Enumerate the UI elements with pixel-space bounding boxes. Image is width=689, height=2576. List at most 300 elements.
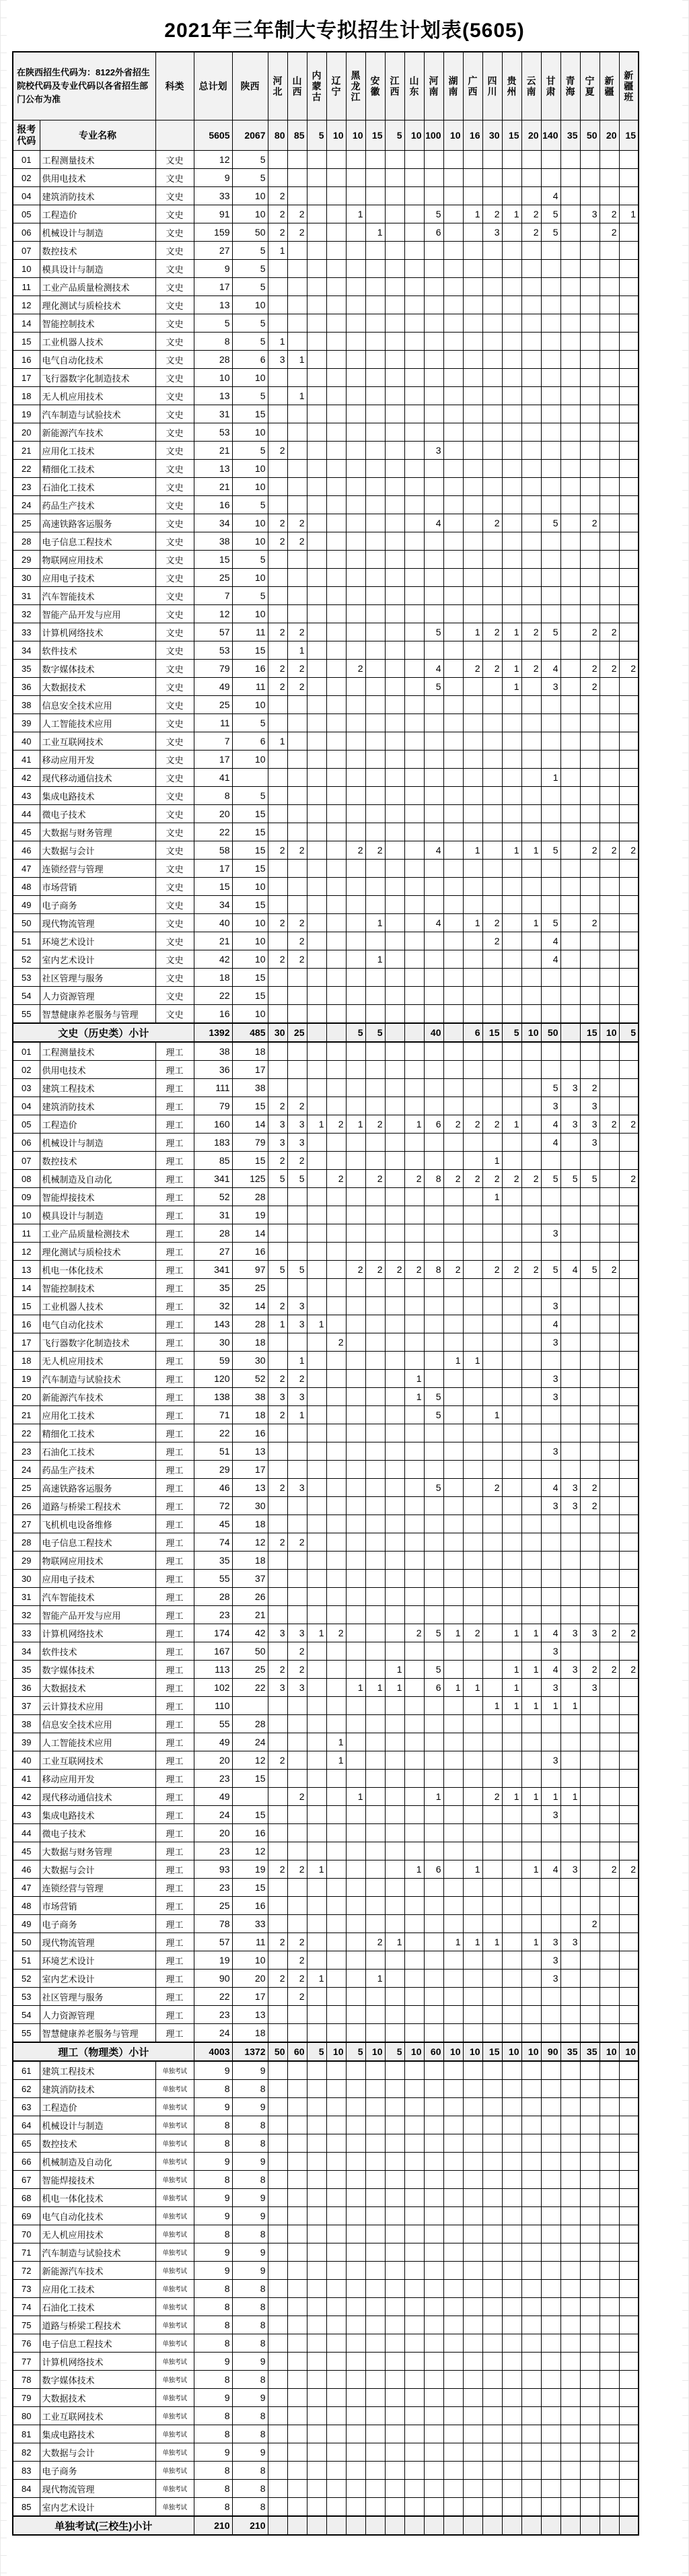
province-plan xyxy=(365,2498,385,2517)
shaanxi-plan: 19 xyxy=(232,1860,268,1879)
province-plan xyxy=(560,442,580,460)
shaanxi-plan: 10 xyxy=(232,423,268,442)
province-plan xyxy=(404,496,424,514)
province-plan xyxy=(600,551,619,569)
province-plan xyxy=(443,932,463,950)
province-plan xyxy=(326,496,346,514)
province-plan xyxy=(404,2298,424,2316)
province-plan: 2 xyxy=(619,1624,639,1642)
shaanxi-plan: 5 xyxy=(232,242,268,260)
province-plan xyxy=(521,2407,541,2425)
table-row xyxy=(13,1533,639,1552)
province-plan xyxy=(287,2407,307,2425)
shaanxi-plan: 9 xyxy=(232,2189,268,2207)
province-plan xyxy=(268,1352,287,1370)
category: 文史 xyxy=(155,932,194,950)
major-name: 精细化工技术 xyxy=(40,460,155,478)
shaanxi-plan: 5 xyxy=(232,387,268,405)
province-plan xyxy=(580,405,600,423)
province-plan xyxy=(600,1733,619,1751)
province-plan xyxy=(502,2389,521,2407)
province-plan xyxy=(443,2425,463,2443)
province-plan xyxy=(424,387,443,405)
province-plan xyxy=(346,1661,365,1679)
province-plan xyxy=(541,896,560,914)
province-plan xyxy=(443,2280,463,2298)
province-plan xyxy=(443,387,463,405)
province-plan xyxy=(385,605,404,623)
province-plan xyxy=(560,1315,580,1333)
shaanxi-plan: 10 xyxy=(232,187,268,205)
province-plan: 2 xyxy=(268,1751,287,1770)
province-plan xyxy=(385,751,404,769)
province-plan xyxy=(287,1715,307,1733)
province-plan xyxy=(619,260,639,278)
province-plan xyxy=(326,2462,346,2480)
province-plan xyxy=(560,587,580,605)
province-plan xyxy=(482,769,502,787)
province-plan xyxy=(482,478,502,496)
col-header-province xyxy=(404,52,424,120)
province-plan xyxy=(580,478,600,496)
province-plan xyxy=(580,496,600,514)
province-plan xyxy=(326,1079,346,1097)
total-plan: 8 xyxy=(194,2371,232,2389)
province-plan xyxy=(404,1879,424,1897)
category: 理工 xyxy=(155,1461,194,1479)
subtotal-province: 35 xyxy=(580,2042,600,2061)
province-plan: 2 xyxy=(404,1170,424,1188)
province-plan xyxy=(365,1406,385,1424)
province-plan xyxy=(287,2243,307,2262)
row-code: 13 xyxy=(13,1261,40,1279)
province-plan xyxy=(600,1079,619,1097)
category: 理工 xyxy=(155,1842,194,1860)
province-plan xyxy=(619,1206,639,1224)
province-plan xyxy=(502,1570,521,1588)
province-plan xyxy=(541,2098,560,2116)
province-plan xyxy=(326,1442,346,1461)
province-plan xyxy=(385,1770,404,1788)
province-plan xyxy=(287,2207,307,2225)
province-plan: 5 xyxy=(541,623,560,641)
province-plan xyxy=(521,932,541,950)
row-code: 05 xyxy=(13,205,40,223)
province-plan xyxy=(502,1988,521,2006)
province-plan xyxy=(560,187,580,205)
subtotal-province: 15 xyxy=(482,1023,502,1042)
province-plan xyxy=(521,1715,541,1733)
province-plan xyxy=(600,2353,619,2371)
province-plan xyxy=(307,514,326,532)
row-code: 40 xyxy=(13,732,40,751)
province-plan xyxy=(326,1515,346,1533)
province-plan xyxy=(346,1243,365,1261)
province-plan: 4 xyxy=(541,950,560,969)
province-plan xyxy=(385,805,404,823)
province-plan xyxy=(346,2389,365,2407)
province-plan xyxy=(521,1461,541,1479)
shaanxi-plan: 25 xyxy=(232,1279,268,1297)
province-plan: 1 xyxy=(287,1406,307,1424)
province-plan xyxy=(346,1388,365,1406)
province-plan xyxy=(482,641,502,660)
shaanxi-plan: 13 xyxy=(232,1479,268,1497)
row-code: 21 xyxy=(13,442,40,460)
province-plan xyxy=(521,805,541,823)
province-plan xyxy=(463,2371,482,2389)
province-plan xyxy=(463,2243,482,2262)
province-plan xyxy=(385,1697,404,1715)
shaanxi-plan: 10 xyxy=(232,914,268,932)
province-plan xyxy=(580,2061,600,2080)
province-plan xyxy=(580,2024,600,2043)
category: 文史 xyxy=(155,278,194,296)
province-plan xyxy=(502,405,521,423)
header-row-note xyxy=(13,52,639,120)
province-plan xyxy=(541,2225,560,2243)
province-plan xyxy=(346,769,365,787)
province-plan xyxy=(443,2080,463,2098)
major-name: 石油化工技术 xyxy=(40,2298,155,2316)
province-plan xyxy=(268,569,287,587)
province-plan xyxy=(619,860,639,878)
major-name: 应用化工技术 xyxy=(40,1406,155,1424)
province-plan xyxy=(482,405,502,423)
province-plan xyxy=(580,1243,600,1261)
province-plan xyxy=(385,769,404,787)
province-plan xyxy=(560,514,580,532)
category: 理工 xyxy=(155,1697,194,1715)
province-plan: 3 xyxy=(287,1315,307,1333)
province-plan xyxy=(404,732,424,751)
province-plan xyxy=(521,1970,541,1988)
category: 理工 xyxy=(155,1897,194,1915)
row-code: 81 xyxy=(13,2425,40,2443)
province-plan xyxy=(463,2061,482,2080)
category: 文史 xyxy=(155,387,194,405)
total-plan: 33 xyxy=(194,187,232,205)
province-plan xyxy=(600,696,619,714)
province-plan xyxy=(541,260,560,278)
row-code: 20 xyxy=(13,423,40,442)
province-plan xyxy=(580,2116,600,2134)
shaanxi-plan: 9 xyxy=(232,2389,268,2407)
province-name: 黑龙江 xyxy=(351,69,361,103)
province-plan xyxy=(307,1297,326,1315)
province-plan xyxy=(346,878,365,896)
col-header-province xyxy=(307,52,326,120)
subtotal-province: 6 xyxy=(463,1023,482,1042)
province-plan xyxy=(600,1442,619,1461)
category: 理工 xyxy=(155,1206,194,1224)
category: 理工 xyxy=(155,1061,194,1079)
province-plan: 2 xyxy=(600,1624,619,1642)
province-plan xyxy=(580,2098,600,2116)
province-plan xyxy=(326,823,346,841)
province-plan xyxy=(521,1224,541,1243)
province-plan xyxy=(385,387,404,405)
category: 单独考试 xyxy=(155,2371,194,2389)
row-code: 23 xyxy=(13,1442,40,1461)
province-plan xyxy=(541,151,560,169)
province-plan xyxy=(443,169,463,187)
province-plan xyxy=(619,1552,639,1570)
province-plan xyxy=(463,1152,482,1170)
province-plan xyxy=(307,1879,326,1897)
province-plan xyxy=(287,369,307,387)
province-plan xyxy=(521,1897,541,1915)
province-plan xyxy=(443,151,463,169)
total-plan: 57 xyxy=(194,623,232,641)
province-plan xyxy=(424,1442,443,1461)
province-plan xyxy=(326,1479,346,1497)
province-plan xyxy=(443,333,463,351)
province-plan xyxy=(365,1279,385,1297)
province-plan: 8 xyxy=(424,1170,443,1188)
province-plan xyxy=(346,914,365,932)
province-plan xyxy=(287,2353,307,2371)
province-plan xyxy=(482,1442,502,1461)
province-plan xyxy=(560,1552,580,1570)
province-plan xyxy=(580,169,600,187)
province-plan xyxy=(424,1897,443,1915)
province-plan xyxy=(600,2371,619,2389)
province-plan xyxy=(385,696,404,714)
province-plan xyxy=(560,1134,580,1152)
province-plan xyxy=(268,1552,287,1570)
province-plan xyxy=(600,333,619,351)
row-code: 49 xyxy=(13,1915,40,1933)
shaanxi-plan: 9 xyxy=(232,2098,268,2116)
province-plan xyxy=(404,333,424,351)
province-plan xyxy=(443,1079,463,1097)
province-plan: 2 xyxy=(287,678,307,696)
province-plan xyxy=(326,514,346,532)
province-plan xyxy=(619,805,639,823)
province-plan: 1 xyxy=(346,1788,365,1806)
province-plan xyxy=(424,1097,443,1115)
province-plan: 2 xyxy=(600,623,619,641)
table-row xyxy=(13,1497,639,1515)
province-plan xyxy=(404,1842,424,1860)
province-plan xyxy=(326,442,346,460)
province-plan xyxy=(287,2425,307,2443)
province-plan xyxy=(326,1606,346,1624)
province-plan xyxy=(307,2006,326,2024)
province-plan xyxy=(600,151,619,169)
shaanxi-plan: 15 xyxy=(232,805,268,823)
province-plan xyxy=(619,2171,639,2189)
province-plan xyxy=(326,387,346,405)
major-name: 机械设计与制造 xyxy=(40,2116,155,2134)
province-plan xyxy=(307,1497,326,1515)
province-plan xyxy=(502,1297,521,1315)
province-plan xyxy=(560,405,580,423)
province-plan xyxy=(326,2443,346,2462)
province-plan xyxy=(326,2153,346,2171)
province-plan xyxy=(443,1751,463,1770)
province-plan xyxy=(560,751,580,769)
province-plan xyxy=(268,1333,287,1352)
province-plan xyxy=(482,587,502,605)
row-code: 39 xyxy=(13,714,40,732)
major-name: 计算机网络技术 xyxy=(40,1624,155,1642)
province-plan xyxy=(560,2171,580,2189)
province-plan xyxy=(346,1570,365,1588)
province-plan xyxy=(521,2098,541,2116)
row-code: 31 xyxy=(13,1588,40,1606)
table-row xyxy=(13,2407,639,2425)
province-plan xyxy=(482,1879,502,1897)
province-plan xyxy=(346,823,365,841)
province-plan xyxy=(443,987,463,1005)
province-plan: 2 xyxy=(365,1170,385,1188)
category: 理工 xyxy=(155,1152,194,1170)
province-plan xyxy=(619,1479,639,1497)
province-plan xyxy=(365,2353,385,2371)
province-plan: 1 xyxy=(502,1679,521,1697)
province-plan xyxy=(326,2207,346,2225)
shaanxi-plan: 30 xyxy=(232,1352,268,1370)
province-plan xyxy=(521,1315,541,1333)
province-plan xyxy=(443,205,463,223)
province-plan: 2 xyxy=(521,205,541,223)
province-plan: 1 xyxy=(482,1406,502,1424)
major-name: 软件技术 xyxy=(40,641,155,660)
province-plan xyxy=(502,1642,521,1661)
province-plan xyxy=(560,2061,580,2080)
province-plan xyxy=(560,823,580,841)
province-plan xyxy=(268,2189,287,2207)
province-plan: 2 xyxy=(268,1479,287,1497)
province-plan xyxy=(326,2389,346,2407)
shaanxi-plan: 5 xyxy=(232,260,268,278)
province-name: 贵州 xyxy=(507,75,517,97)
province-plan xyxy=(463,1206,482,1224)
total-plan: 40 xyxy=(194,914,232,932)
province-plan xyxy=(443,2462,463,2480)
province-plan xyxy=(346,1297,365,1315)
province-plan: 2 xyxy=(268,1533,287,1552)
province-plan xyxy=(307,1442,326,1461)
major-name: 移动应用开发 xyxy=(40,751,155,769)
province-plan: 1 xyxy=(502,678,521,696)
province-plan xyxy=(580,2353,600,2371)
major-name: 信息安全技术应用 xyxy=(40,696,155,714)
province-plan xyxy=(443,1152,463,1170)
province-plan: 5 xyxy=(580,1261,600,1279)
province-plan xyxy=(287,714,307,732)
province-plan: 5 xyxy=(560,1170,580,1188)
province-plan xyxy=(619,1842,639,1860)
province-plan: 1 xyxy=(443,1624,463,1642)
col-header-province xyxy=(463,52,482,120)
province-plan: 1 xyxy=(502,205,521,223)
province-plan: 2 xyxy=(521,1170,541,1188)
province-plan xyxy=(268,1606,287,1624)
province-plan xyxy=(346,569,365,587)
province-plan xyxy=(385,1879,404,1897)
province-plan xyxy=(600,2061,619,2080)
province-plan xyxy=(443,969,463,987)
province-plan xyxy=(346,260,365,278)
province-plan xyxy=(560,260,580,278)
total-plan: 9 xyxy=(194,2262,232,2280)
major-name: 现代物流管理 xyxy=(40,1933,155,1951)
province-plan xyxy=(404,1297,424,1315)
province-plan xyxy=(502,223,521,242)
province-plan xyxy=(521,1824,541,1842)
province-plan xyxy=(326,242,346,260)
province-plan xyxy=(346,1642,365,1661)
province-plan xyxy=(600,569,619,587)
province-plan xyxy=(521,1606,541,1624)
province-plan xyxy=(619,1988,639,2006)
category: 文史 xyxy=(155,296,194,314)
province-plan xyxy=(580,987,600,1005)
province-plan xyxy=(268,2353,287,2371)
shaanxi-plan: 20 xyxy=(232,1970,268,1988)
province-plan xyxy=(287,478,307,496)
province-plan xyxy=(385,2298,404,2316)
province-plan xyxy=(541,2443,560,2462)
province-plan xyxy=(502,1206,521,1224)
province-plan xyxy=(307,2061,326,2080)
plan-province: 20 xyxy=(600,120,619,151)
major-name: 药品生产技术 xyxy=(40,1461,155,1479)
province-plan xyxy=(424,1842,443,1860)
major-name: 机械制造及自动化 xyxy=(40,2153,155,2171)
province-plan xyxy=(619,314,639,333)
subtotal-province: 10 xyxy=(463,2042,482,2061)
shaanxi-plan: 15 xyxy=(232,1879,268,1897)
province-plan xyxy=(365,1461,385,1479)
province-plan xyxy=(287,405,307,423)
province-plan xyxy=(541,2243,560,2262)
shaanxi-plan: 15 xyxy=(232,860,268,878)
major-name: 智能产品开发与应用 xyxy=(40,605,155,623)
province-plan: 2 xyxy=(580,1479,600,1497)
province-plan xyxy=(463,2262,482,2280)
row-code: 09 xyxy=(13,1188,40,1206)
province-plan xyxy=(365,351,385,369)
province-plan xyxy=(287,2225,307,2243)
province-plan xyxy=(541,2407,560,2425)
major-name: 精细化工技术 xyxy=(40,1424,155,1442)
table-row xyxy=(13,2243,639,2262)
total-plan: 5 xyxy=(194,314,232,333)
province-plan xyxy=(502,2425,521,2443)
major-name: 新能源汽车技术 xyxy=(40,1388,155,1406)
row-code: 06 xyxy=(13,1134,40,1152)
province-plan xyxy=(502,532,521,551)
province-plan xyxy=(326,1988,346,2006)
table-row xyxy=(13,1606,639,1624)
province-plan xyxy=(385,660,404,678)
province-plan xyxy=(443,2153,463,2171)
province-plan xyxy=(385,1951,404,1970)
shaanxi-plan: 5 xyxy=(232,278,268,296)
province-plan xyxy=(326,1588,346,1606)
province-plan xyxy=(560,1188,580,1206)
province-plan xyxy=(365,1042,385,1061)
province-plan xyxy=(619,1134,639,1152)
province-plan xyxy=(287,2298,307,2316)
province-plan xyxy=(268,587,287,605)
province-plan xyxy=(443,1661,463,1679)
province-plan xyxy=(268,969,287,987)
